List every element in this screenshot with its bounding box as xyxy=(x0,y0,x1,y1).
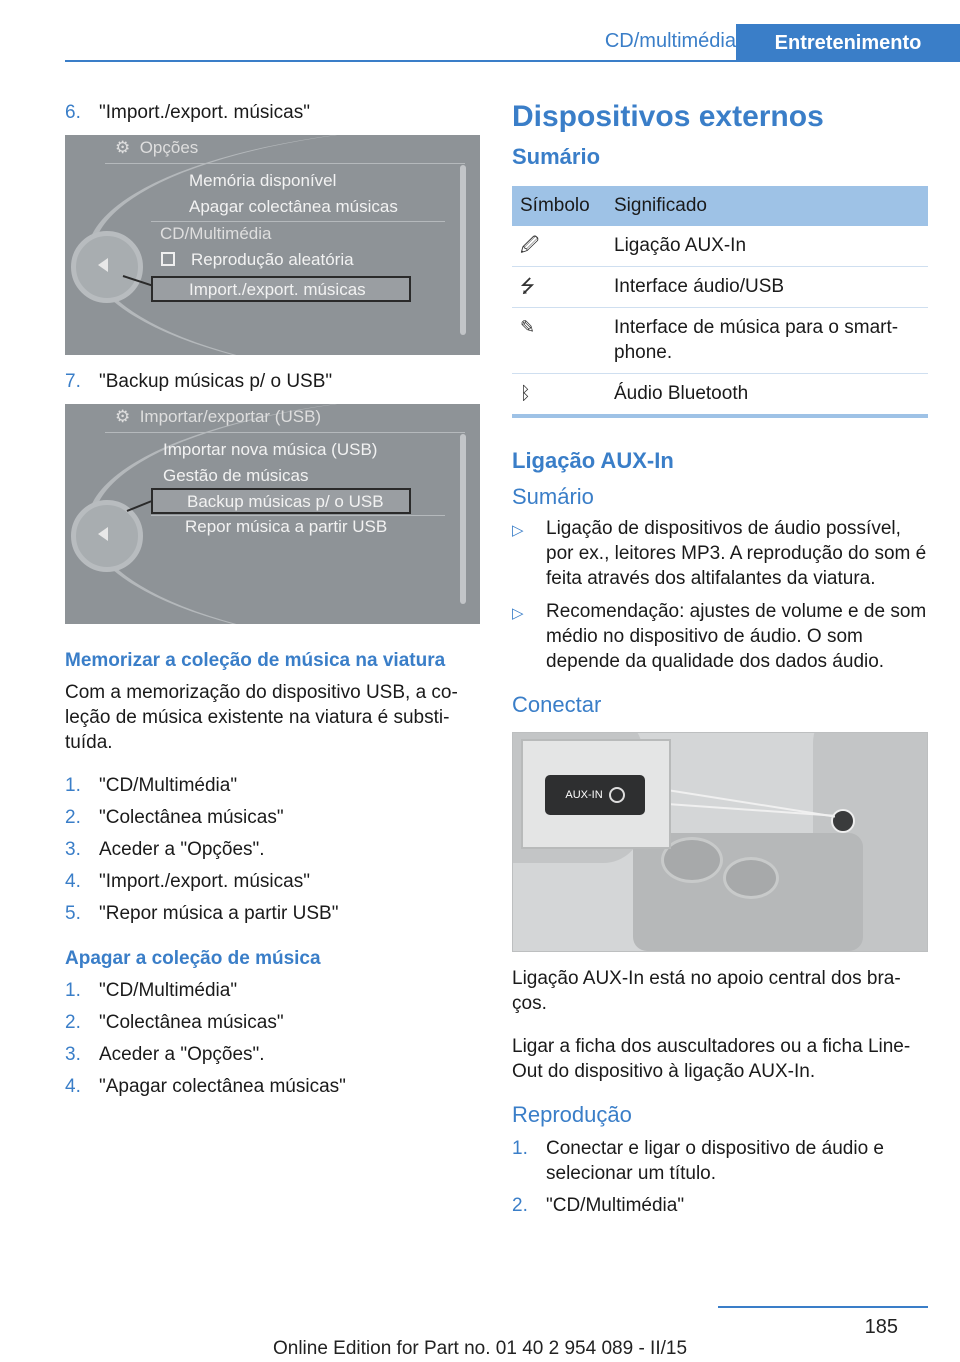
left-column xyxy=(65,100,480,1106)
list-item xyxy=(512,1136,928,1186)
jack-hole-icon xyxy=(609,787,625,803)
symbol-table xyxy=(512,186,928,418)
step-number: 2. xyxy=(65,807,81,828)
checkbox-icon xyxy=(161,252,175,266)
checkbox-label: Reprodução aleatória xyxy=(191,250,354,269)
menu-item: Repor música a partir USB xyxy=(185,517,388,536)
delete-heading: Apagar a coleção de música xyxy=(65,948,321,969)
step-text: "CD/Multimédia" xyxy=(99,775,238,796)
step-number: 5. xyxy=(65,903,81,924)
menu-item: Gestão de músicas xyxy=(163,466,309,485)
menu-item-selected: Import./export. músicas xyxy=(151,276,411,302)
step-text: Aceder a "Opções". xyxy=(99,1044,265,1065)
connect-paragraph-1: Ligação AUX-In está no apoio central dos braços. xyxy=(512,968,901,1014)
step-text: "Apagar colectânea músicas" xyxy=(99,1076,346,1097)
list-item xyxy=(65,901,480,926)
page-header xyxy=(65,24,960,62)
memorize-steps xyxy=(65,773,480,926)
screen-title xyxy=(115,138,198,158)
step-text: "Colectânea músicas" xyxy=(99,807,284,828)
list-item xyxy=(512,599,928,674)
cup-holder-icon xyxy=(723,857,779,899)
connect-heading: Conectar xyxy=(512,692,602,717)
table-cell: Áudio Bluetooth xyxy=(614,383,749,404)
table-cell: Ligação AUX-In xyxy=(606,226,928,267)
list-item xyxy=(512,516,928,591)
aux-port-icon xyxy=(831,809,855,833)
idrive-screen-options xyxy=(65,135,480,355)
list-item xyxy=(65,805,480,830)
menu-item-checkbox xyxy=(161,250,354,270)
playback-heading: Reprodução xyxy=(512,1102,632,1127)
delete-steps xyxy=(65,978,480,1099)
step-number: 7. xyxy=(65,371,81,392)
bullet-marker-icon: ▷ xyxy=(512,522,524,539)
controller-knob-icon xyxy=(71,231,143,303)
step-number: 1. xyxy=(65,980,81,1001)
step-7 xyxy=(65,369,480,394)
list-item xyxy=(65,1010,480,1035)
table-row xyxy=(512,308,928,374)
step-number: 6. xyxy=(65,102,81,123)
scrollbar xyxy=(460,434,466,604)
step-number: 3. xyxy=(65,1044,81,1065)
table-header-row xyxy=(512,186,928,226)
connect-paragraph-2: Ligar a ficha dos auscultadores ou a ficha Line-Out do dispositivo à ligação AUX-In. xyxy=(512,1036,911,1082)
callout-line xyxy=(667,803,835,817)
step-text: "Repor música a partir USB" xyxy=(99,903,339,924)
table-header-meaning: Significado xyxy=(606,186,928,226)
step-text: "Backup músicas p/ o USB" xyxy=(99,371,333,392)
menu-group-label: CD/Multimédia xyxy=(160,224,272,243)
header-section: CD/multimédia xyxy=(604,30,736,52)
header-chapter-tab: Entretenimento xyxy=(736,24,960,62)
screen-title-text: Importar/exportar (USB) xyxy=(139,407,322,426)
table-cell: Interface de música para o smartphone. xyxy=(606,308,928,374)
header-rule xyxy=(65,60,960,62)
step-number: 2. xyxy=(512,1195,528,1216)
usb-icon: ⭍ xyxy=(512,267,606,308)
usb-transfer-icon: ⚙ xyxy=(115,407,131,426)
table-header-symbol: Símbolo xyxy=(512,186,606,226)
footer-rule xyxy=(718,1306,928,1308)
aux-plug-icon: 🖉 xyxy=(512,226,606,267)
screen-title xyxy=(115,407,321,427)
memorize-body: Com a memorização do dispositivo USB, a coleção de música existente na viatura é substituída. xyxy=(65,682,458,753)
aux-summary-heading: Sumário xyxy=(512,484,594,509)
list-item xyxy=(65,978,480,1003)
aux-heading: Ligação AUX-In xyxy=(512,448,674,473)
smartphone-music-icon: ✎ xyxy=(512,308,606,374)
step-number: 3. xyxy=(65,839,81,860)
table-cell: Interface áudio/USB xyxy=(606,267,928,308)
list-item xyxy=(65,837,480,862)
list-item xyxy=(512,1193,928,1218)
right-column xyxy=(512,100,928,1225)
step-6 xyxy=(65,100,480,125)
menu-item-selected: Backup músicas p/ o USB xyxy=(151,488,411,514)
menu-item: Memória disponível xyxy=(189,171,337,190)
step-number: 1. xyxy=(65,775,81,796)
page-footer xyxy=(0,1306,960,1362)
aux-in-socket xyxy=(545,775,645,815)
menu-item: Apagar colectânea músicas xyxy=(189,197,398,216)
menu-item: Importar nova música (USB) xyxy=(163,440,378,459)
section-title: Dispositivos externos xyxy=(512,100,824,133)
edition-note: Online Edition for Part no. 01 40 2 954 089 - II/15 xyxy=(272,1338,688,1359)
table-row xyxy=(512,267,928,308)
step-text: "CD/Multimédia" xyxy=(99,980,238,1001)
list-item xyxy=(65,869,480,894)
controller-knob-icon xyxy=(71,500,143,572)
list-item xyxy=(65,1074,480,1099)
screen-title-text: Opções xyxy=(139,138,199,157)
table-row xyxy=(512,226,928,267)
step-text: Aceder a "Opções". xyxy=(99,839,265,860)
scrollbar xyxy=(460,165,466,335)
step-number: 2. xyxy=(65,1012,81,1033)
memorize-heading: Memorizar a coleção de música na viatura xyxy=(65,650,446,671)
idrive-screen-import-export xyxy=(65,404,480,624)
step-text: Conectar e ligar o dispositivo de áudio e selecionar um título. xyxy=(546,1138,884,1184)
step-number: 4. xyxy=(65,871,81,892)
list-item xyxy=(65,773,480,798)
bluetooth-icon: ᛒ xyxy=(520,383,531,403)
list-item xyxy=(65,1042,480,1067)
bullet-text: Recomendação: ajustes de volume e de som médio no dispositivo de áudio. O som depende da qualidade dos dados áudio. xyxy=(546,601,927,672)
step-number: 1. xyxy=(512,1138,528,1159)
detail-inset xyxy=(521,739,671,849)
aux-in-label: AUX-IN xyxy=(565,789,603,801)
step-text: "Import./export. músicas" xyxy=(99,871,310,892)
bullet-marker-icon: ▷ xyxy=(512,605,524,622)
settings-gear-icon: ⚙ xyxy=(115,138,131,157)
step-text: "CD/Multimédia" xyxy=(546,1195,685,1216)
step-number: 4. xyxy=(65,1076,81,1097)
bullet-text: Ligação de dispositivos de áudio possível, por ex., leitores MP3. A reprodução do som é feita através dos altifalantes da viatura. xyxy=(546,518,927,589)
aux-in-photo xyxy=(512,732,928,952)
page-number: 185 xyxy=(864,1316,898,1338)
table-row xyxy=(512,374,928,417)
step-text: "Import./export. músicas" xyxy=(99,102,310,123)
step-text: "Colectânea músicas" xyxy=(99,1012,284,1033)
summary-heading: Sumário xyxy=(512,144,601,169)
